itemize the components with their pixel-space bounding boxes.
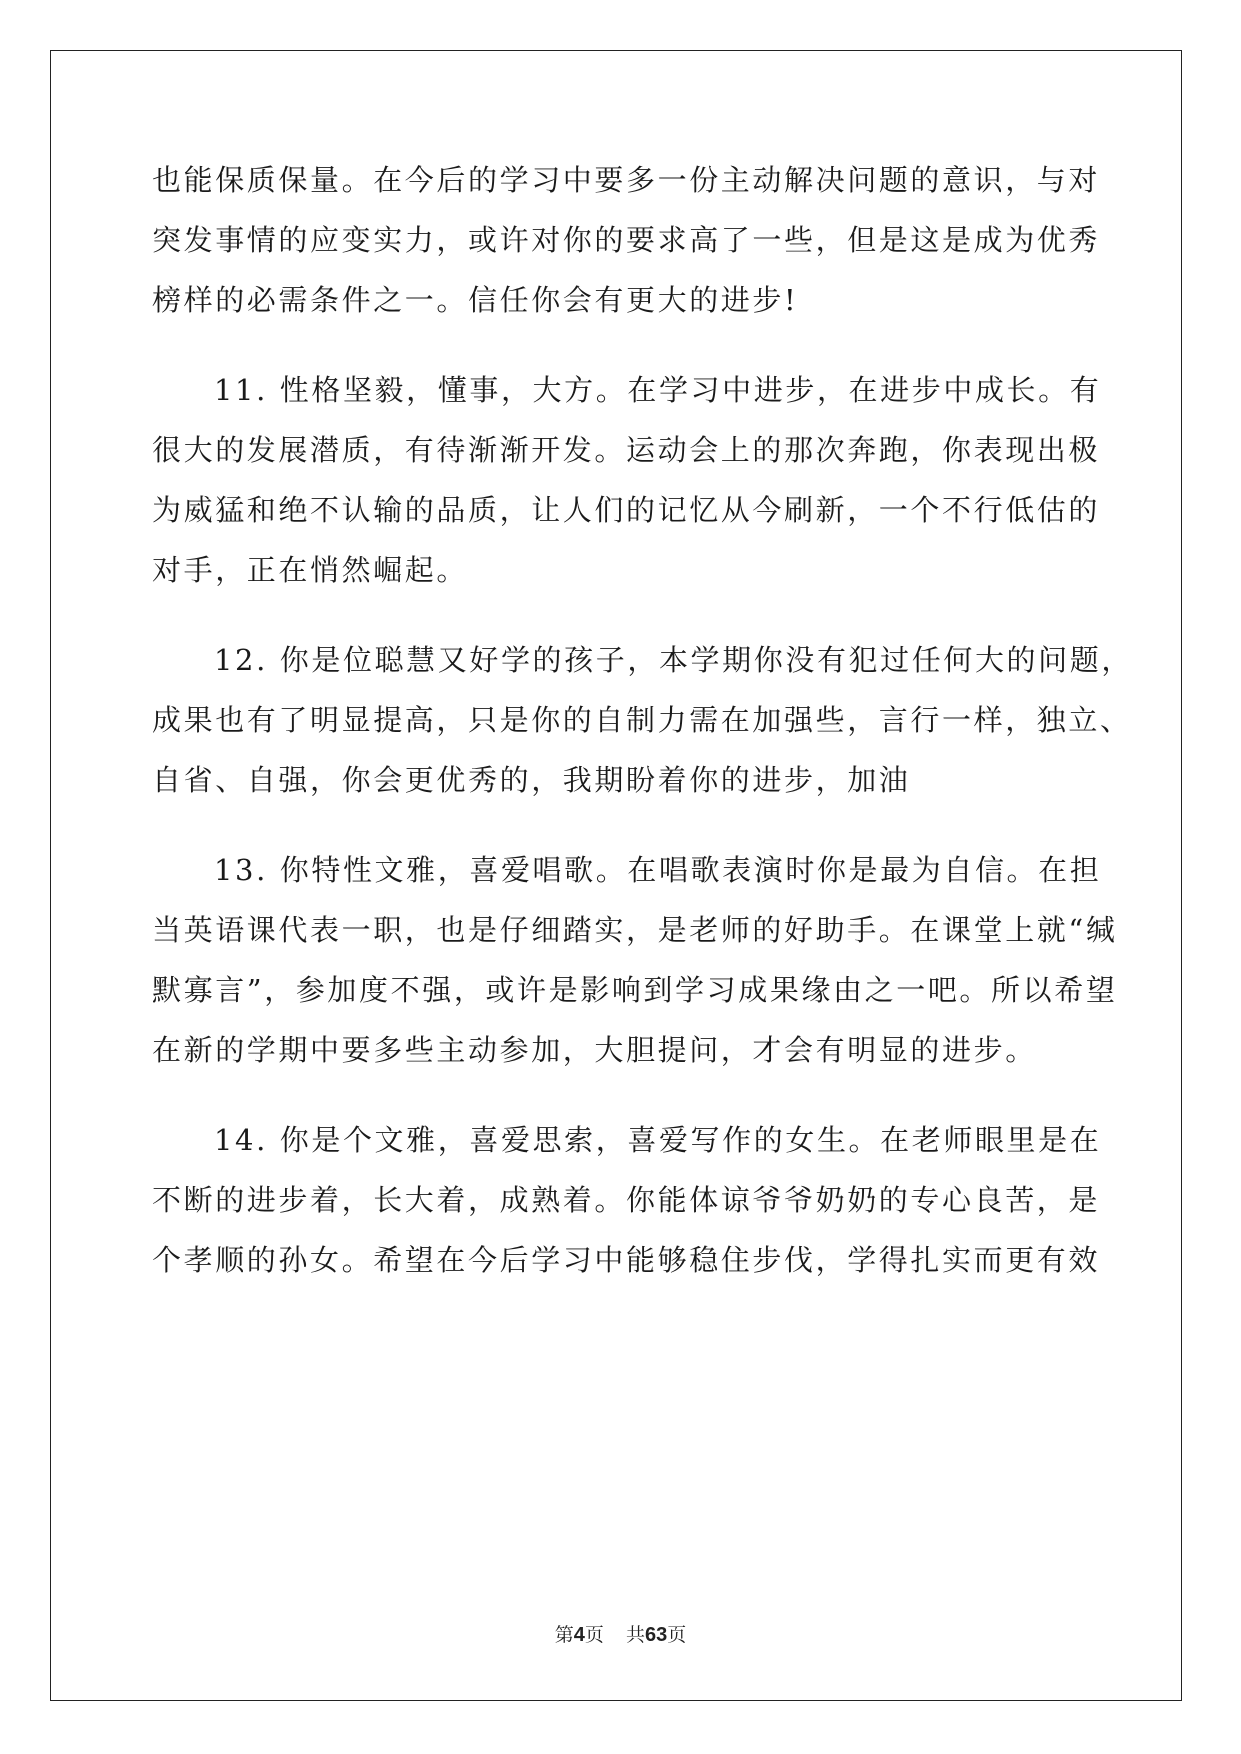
- page-label-suffix: 页: [584, 1624, 604, 1646]
- text-line: 也能保质保量。在今后的学习中要多一份主动解决问题的意识，与对: [152, 163, 1101, 197]
- text-line: 突发事情的应变实力，或许对你的要求高了一些，但是这是成为优秀: [152, 223, 1101, 257]
- paragraph-start-14: 14. 你是个文雅，喜爱思索，喜爱写作的女生。在老师眼里是在: [214, 1123, 1102, 1157]
- text-line: 个孝顺的孙女。希望在今后学习中能够稳住步伐，学得扎实而更有效: [152, 1243, 1101, 1277]
- text-line: 对手，正在悄然崛起。: [152, 553, 469, 587]
- text-line: 为威猛和绝不认输的品质，让人们的记忆从今刷新，一个不行低估的: [152, 493, 1101, 527]
- total-label-prefix: 共: [625, 1624, 645, 1646]
- text-line: 成果也有了明显提高，只是你的自制力需在加强些，言行一样，独立、: [152, 703, 1132, 737]
- text-line: 默寡言”，参加度不强，或许是影响到学习成果缘由之一吧。所以希望: [152, 973, 1118, 1007]
- paragraph-start-11: 11. 性格坚毅，懂事，大方。在学习中进步，在进步中成长。有: [214, 373, 1102, 407]
- page-label-prefix: 第: [554, 1624, 574, 1646]
- text-line: 很大的发展潜质，有待渐渐开发。运动会上的那次奔跑，你表现出极: [152, 433, 1101, 467]
- page-footer: [0, 1620, 1241, 1647]
- paragraph-start-12: 12. 你是位聪慧又好学的孩子，本学期你没有犯过任何大的问题，: [214, 643, 1133, 677]
- total-label-suffix: 页: [667, 1624, 687, 1646]
- text-line: 自省、自强，你会更优秀的，我期盼着你的进步，加油: [152, 763, 911, 797]
- text-line: 榜样的必需条件之一。信任你会有更大的进步!: [152, 283, 799, 317]
- text-line: 当英语课代表一职，也是仔细踏实，是老师的好助手。在课堂上就“缄: [152, 913, 1118, 947]
- text-line: 在新的学期中要多些主动参加，大胆提问，才会有明显的进步。: [152, 1033, 1037, 1067]
- total-pages: 63: [644, 1624, 668, 1646]
- text-line: 不断的进步着，长大着，成熟着。你能体谅爷爷奶奶的专心良苦，是: [152, 1183, 1101, 1217]
- paragraph-start-13: 13. 你特性文雅，喜爱唱歌。在唱歌表演时你是最为自信。在担: [214, 853, 1102, 887]
- page-number: 4: [573, 1624, 585, 1646]
